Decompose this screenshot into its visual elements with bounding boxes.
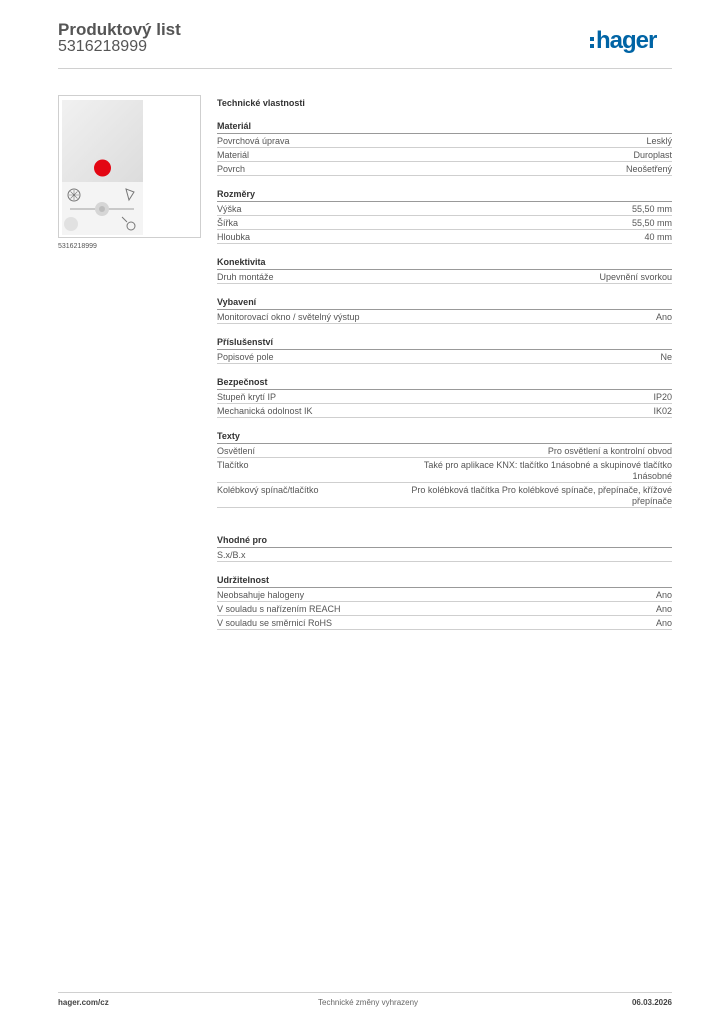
- spec-label: Popisové pole: [217, 352, 274, 362]
- spec-row: [217, 148, 672, 162]
- spec-value: Ano: [655, 590, 672, 600]
- spec-row: [217, 616, 672, 630]
- section-title: Udržitelnost: [217, 574, 672, 588]
- spec-value: IP20: [653, 392, 672, 402]
- spec-row: [217, 444, 672, 458]
- spec-row: [217, 483, 672, 508]
- spec-value: Neošetřený: [625, 164, 672, 174]
- specs-table: [217, 96, 672, 642]
- spec-value: 55,50 mm: [631, 204, 672, 214]
- spec-value: Ano: [655, 618, 672, 628]
- spec-row: [217, 390, 672, 404]
- page-title: Produktový list: [58, 20, 181, 39]
- section-title: Vybavení: [217, 296, 672, 310]
- footer-divider: [58, 992, 672, 993]
- spec-label: Šířka: [217, 218, 239, 228]
- header-divider: [58, 68, 672, 69]
- spec-row: [217, 230, 672, 244]
- spec-label: Mechanická odolnost IK: [217, 406, 313, 416]
- footer-date: 06.03.2026: [631, 998, 672, 1007]
- logo-dots-icon: [590, 37, 594, 48]
- logo-text: hager: [596, 27, 657, 54]
- spec-row: [217, 310, 672, 324]
- spec-label: Osvětlení: [217, 446, 256, 456]
- spec-value: Také pro aplikace KNX: tlačítko 1násobné a skupinové tlačítko 1násobné: [423, 460, 672, 481]
- section-title: Texty: [217, 430, 672, 444]
- spec-label: Druh montáže: [217, 272, 274, 282]
- section-title: Příslušenství: [217, 336, 672, 350]
- spec-row: [217, 350, 672, 364]
- spec-row: [217, 162, 672, 176]
- specs-title: Technické vlastnosti: [217, 98, 305, 108]
- section-title: Rozměry: [217, 188, 672, 202]
- spec-value: Ano: [655, 604, 672, 614]
- spec-label: Neobsahuje halogeny: [217, 590, 305, 600]
- spec-value: 55,50 mm: [631, 218, 672, 228]
- spec-label: V souladu se směrnicí RoHS: [217, 618, 333, 628]
- section-texts: [217, 430, 672, 508]
- spec-label: Hloubka: [217, 232, 251, 242]
- spec-label: Tlačítko: [217, 460, 249, 470]
- spec-value: Ano: [655, 312, 672, 322]
- spec-label: Monitorovací okno / světelný výstup: [217, 312, 360, 322]
- spec-row: [217, 202, 672, 216]
- section-suitable-for: [217, 534, 672, 562]
- spec-value: 40 mm: [644, 232, 672, 242]
- spec-label: Kolébkový spínač/tlačítko: [217, 485, 319, 495]
- section-accessories: [217, 336, 672, 364]
- hager-logo: [590, 28, 656, 54]
- spec-value: IK02: [653, 406, 672, 416]
- footer-website-link[interactable]: hager.com/cz: [58, 998, 109, 1007]
- spec-value: Pro kolébková tlačítka Pro kolébkové spínače, přepínače, křížové přepínače: [411, 485, 672, 506]
- section-sustainability: [217, 574, 672, 630]
- section-title: Bezpečnost: [217, 376, 672, 390]
- section-title: Vhodné pro: [217, 534, 672, 548]
- spec-value: Upevnění svorkou: [599, 272, 672, 282]
- spec-label: S.x/B.x: [217, 550, 246, 560]
- spec-value: Ne: [660, 352, 672, 362]
- spec-row: [217, 602, 672, 616]
- spec-row: [217, 458, 672, 483]
- product-number: 5316218999: [58, 38, 147, 55]
- spec-value: Lesklý: [646, 136, 672, 146]
- spec-label: Výška: [217, 204, 242, 214]
- section-connectivity: [217, 256, 672, 284]
- spec-row: [217, 134, 672, 148]
- spec-label: Povrchová úprava: [217, 136, 290, 146]
- spec-row: [217, 404, 672, 418]
- section-safety: [217, 376, 672, 418]
- section-material: [217, 120, 672, 176]
- switch-cover-icon: [62, 100, 143, 235]
- spec-row: [217, 216, 672, 230]
- spec-label: Stupeň krytí IP: [217, 392, 277, 402]
- footer-note: Technické změny vyhrazeny: [318, 998, 419, 1007]
- spec-label: Materiál: [217, 150, 250, 160]
- spec-label: Povrch: [217, 164, 246, 174]
- section-title: Konektivita: [217, 256, 672, 270]
- spec-row: [217, 588, 672, 602]
- spec-value: Pro osvětlení a kontrolní obvod: [547, 446, 672, 456]
- spec-label: V souladu s nařízením REACH: [217, 604, 341, 614]
- spec-value: Duroplast: [633, 150, 672, 160]
- section-equipment: [217, 296, 672, 324]
- spec-row: [217, 270, 672, 284]
- image-caption: 5316218999: [58, 243, 97, 250]
- spec-row: [217, 548, 672, 562]
- section-title: Materiál: [217, 120, 672, 134]
- section-dimensions: [217, 188, 672, 244]
